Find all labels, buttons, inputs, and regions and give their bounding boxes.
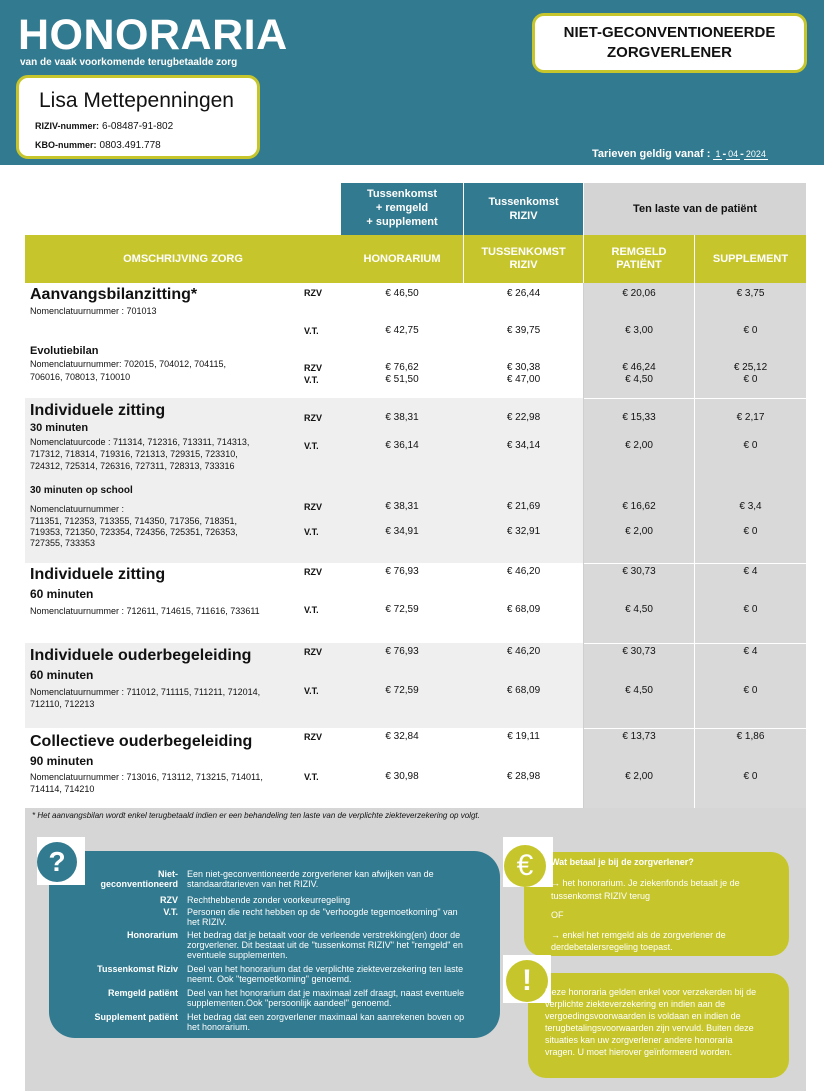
code-rzv: RZV — [304, 732, 322, 742]
nomenclature: Nomenclatuurcode : 711314, 712316, 713311, 714313, — [30, 437, 250, 447]
payment-text: tussenkomst RIZIV terug — [551, 891, 651, 901]
glossary-definition-text: eventuele supplementen. — [187, 950, 288, 960]
exclamation-icon: ! — [506, 960, 548, 1002]
riziv-number — [35, 121, 173, 132]
glossary-definition — [187, 988, 492, 1008]
nomenclature: 706016, 708013, 710010 — [30, 372, 131, 382]
cell-tussenkomst: € 46,20 — [506, 646, 541, 657]
cell-honorarium: € 76,62 — [385, 362, 419, 373]
glossary-definition-text: het RIZIV. — [187, 917, 227, 927]
glossary-term-text: geconventioneerd — [100, 879, 178, 889]
cell-supplement: € 0 — [743, 685, 758, 696]
cell-remgeld: € 2,00 — [625, 440, 653, 451]
payment-text: → het honorarium. Je ziekenfonds betaalt je de — [551, 878, 740, 888]
nomenclature: 719353, 721350, 723354, 724356, 725351, 726353, — [30, 527, 238, 537]
code-rzv: RZV — [304, 413, 322, 423]
validity-month: 04 — [728, 149, 739, 159]
subsection-title: Evolutiebilan — [30, 345, 99, 357]
cell-honorarium: € 76,93 — [385, 646, 419, 657]
kbo-number — [35, 140, 161, 151]
glossary-definition — [187, 964, 492, 984]
row-divider — [584, 398, 806, 399]
column-divider — [463, 183, 464, 283]
glossary-definition — [187, 907, 492, 927]
section-title: Collectieve ouderbegeleiding — [30, 733, 253, 750]
code-vt: V.T. — [304, 375, 319, 385]
column-header-omschrijving: OMSCHRIJVING ZORG — [123, 252, 243, 265]
cell-remgeld: € 46,24 — [622, 362, 656, 373]
duration: 30 minuten — [30, 422, 89, 434]
cell-remgeld: € 30,73 — [622, 646, 656, 657]
glossary-definition-text: Personen die recht hebben op de "verhoogde tegemoetkoming" van — [187, 907, 458, 917]
cell-remgeld: € 2,00 — [625, 526, 653, 537]
cell-tussenkomst: € 30,38 — [506, 362, 541, 373]
glossary-term: Remgeld patiënt — [107, 988, 178, 998]
cell-remgeld: € 15,33 — [622, 412, 656, 423]
cell-tussenkomst: € 28,98 — [506, 771, 541, 782]
cell-tussenkomst: € 21,69 — [506, 501, 541, 512]
glossary-definition-text: supplementen.Ook "persoonlijk aandeel" genoemd. — [187, 998, 392, 1008]
cell-supplement: € 1,86 — [736, 731, 765, 742]
code-rzv: RZV — [304, 502, 322, 512]
column-divider — [583, 183, 584, 283]
group-header-text: Tussenkomst — [366, 188, 438, 200]
cell-supplement: € 0 — [743, 771, 758, 782]
glossary-definition-text: het honorarium. — [187, 1022, 251, 1032]
row-divider — [584, 563, 806, 564]
cell-tussenkomst: € 19,11 — [507, 731, 540, 742]
cell-honorarium: € 36,14 — [385, 440, 419, 451]
question-icon: ? — [37, 842, 77, 882]
cell-supplement: € 4 — [743, 566, 758, 577]
cell-supplement: € 0 — [743, 604, 758, 615]
cell-supplement: € 0 — [743, 526, 758, 537]
payment-text: derdebetalersregeling toepast. — [551, 942, 673, 952]
cell-honorarium: € 72,59 — [385, 685, 419, 696]
group-header-text: RIZIV — [509, 210, 538, 222]
code-vt: V.T. — [304, 605, 319, 615]
brand-subtitle: van de vaak voorkomende terugbetaalde zorg — [20, 57, 238, 68]
group-header-text: + remgeld — [375, 202, 429, 214]
duration: 60 minuten — [30, 668, 94, 682]
payment-or: OF — [551, 910, 564, 920]
riziv-label: RIZIV-nummer: — [35, 121, 100, 131]
glossary-definition-text: Het bedrag dat een zorgverlener maximaal kan aanrekenen boven op — [187, 1012, 465, 1022]
cell-honorarium: € 30,98 — [385, 771, 419, 782]
cell-remgeld: € 20,06 — [622, 288, 656, 299]
validity-label: Tarieven geldig vanaf : — [592, 148, 711, 160]
column-header-honorarium: HONORARIUM — [363, 252, 441, 265]
glossary-definition-text: Het bedrag dat je betaalt voor de verleende verstrekking(en) door de — [187, 930, 461, 940]
cell-honorarium: € 72,59 — [385, 604, 419, 615]
code-vt: V.T. — [304, 441, 319, 451]
code-rzv: RZV — [304, 647, 322, 657]
cell-tussenkomst: € 68,09 — [506, 685, 541, 696]
glossary-definition — [187, 869, 492, 889]
group-header-tussenkomst — [464, 183, 583, 235]
glossary-definition — [187, 1012, 492, 1032]
glossary-definition-text: Deel van het honorarium dat je maximaal zelf draagt, naast eventuele — [187, 988, 465, 998]
column-header-supplement: SUPPLEMENT — [712, 252, 789, 265]
cell-supplement: € 0 — [743, 374, 758, 385]
column-header-tussenkomst — [464, 235, 583, 283]
code-vt: V.T. — [304, 326, 319, 336]
code-vt: V.T. — [304, 772, 319, 782]
notice-text: verplichte ziekteverzekering en indien aan de — [545, 999, 726, 1009]
cell-supplement: € 0 — [743, 440, 758, 451]
cell-supplement: € 3,4 — [739, 501, 762, 512]
cell-honorarium: € 46,50 — [385, 288, 419, 299]
cell-remgeld: € 2,00 — [625, 771, 653, 782]
glossary-term: Tussenkomst Riziv — [97, 964, 178, 974]
cell-honorarium: € 34,91 — [385, 526, 419, 537]
code-rzv: RZV — [304, 363, 322, 373]
nomenclature: Nomenclatuurnummer: 702015, 704012, 704115, — [30, 359, 226, 369]
column-header-text: PATIËNT — [616, 259, 662, 271]
notice-text: Deze honoraria gelden enkel voor verzekerden bij de — [545, 987, 757, 997]
column-header-text: TUSSENKOMST — [481, 246, 566, 258]
glossary-term: V.T. — [163, 907, 178, 917]
status-line-1: NIET-GECONVENTIONEERDE — [563, 24, 776, 41]
nomenclature: 727355, 733353 — [30, 538, 96, 548]
glossary-definition: Rechthebbende zonder voorkeurregeling — [187, 895, 351, 905]
section-title: Individuele zitting — [30, 566, 166, 583]
cell-tussenkomst: € 46,20 — [506, 566, 541, 577]
cell-supplement: € 0 — [743, 325, 758, 336]
subsection-title: 30 minuten op school — [30, 485, 133, 496]
cell-tussenkomst: € 47,00 — [506, 374, 541, 385]
nomenclature: 714114, 714210 — [30, 784, 95, 794]
cell-remgeld: € 4,50 — [625, 374, 653, 385]
section-title: Individuele zitting — [30, 402, 166, 419]
glossary-term-text: Niet- — [158, 869, 178, 879]
code-vt: V.T. — [304, 686, 319, 696]
nomenclature: 717312, 718314, 719316, 721313, 729315, 723310, — [30, 449, 238, 459]
section-title: Aanvangsbilanzitting* — [30, 286, 198, 303]
section-title: Individuele ouderbegeleiding — [30, 647, 252, 664]
status-line-2: ZORGVERLENER — [606, 44, 732, 61]
cell-honorarium: € 42,75 — [385, 325, 419, 336]
kbo-label: KBO-nummer: — [35, 140, 97, 150]
status-badge — [532, 13, 807, 73]
cell-tussenkomst: € 34,14 — [506, 440, 541, 451]
glossary-definition-text: zorgverlener. Dit bestaat uit de "tussenkomst RIZIV" het "remgeld" en — [187, 940, 463, 950]
cell-tussenkomst: € 26,44 — [506, 288, 541, 299]
cell-tussenkomst: € 32,91 — [506, 526, 541, 537]
cell-remgeld: € 30,73 — [622, 566, 656, 577]
payment-title: Wat betaal je bij de zorgverlener? — [551, 857, 694, 867]
code-rzv: RZV — [304, 567, 322, 577]
notice-text: vergoedingsvoorwaarden is voldaan en indien de — [545, 1011, 741, 1021]
validity-year: 2024 — [745, 149, 766, 159]
glossary-definition-text: Deel van het honorarium dat de verplichte ziekteverzekering ten laste — [187, 964, 464, 974]
nomenclature: Nomenclatuurnummer : 712611, 714615, 711616, 733611 — [30, 606, 260, 616]
cell-supplement: € 3,75 — [736, 288, 765, 299]
group-header-text: + supplement — [366, 216, 438, 228]
nomenclature: Nomenclatuurnummer : — [30, 504, 125, 514]
validity-day: 1 — [715, 149, 721, 159]
glossary-definition-text: neemt. Ook "tegemoetkoming" genoemd. — [187, 974, 352, 984]
column-header-text: RIZIV — [509, 259, 538, 271]
cell-tussenkomst: € 68,09 — [506, 604, 541, 615]
euro-icon: € — [504, 845, 546, 887]
footnote: * Het aanvangsbilan wordt enkel terugbetaald indien er een behandeling ten laste van de verplichte ziekteverzekering op volgt. — [32, 811, 480, 820]
cell-remgeld: € 4,50 — [625, 685, 653, 696]
riziv-value: 6-08487-91-802 — [102, 121, 174, 132]
cell-honorarium: € 38,31 — [385, 501, 419, 512]
glossary-term: Honorarium — [126, 930, 178, 940]
cell-remgeld: € 3,00 — [625, 325, 653, 336]
provider-card — [16, 75, 260, 159]
cell-supplement: € 2,17 — [736, 412, 765, 423]
nomenclature: Nomenclatuurnummer : 713016, 713112, 713215, 714011, — [30, 772, 263, 782]
column-header-remgeld — [584, 235, 694, 283]
glossary-definition-text: standaardtarieven van het RIZIV. — [187, 879, 319, 889]
cell-tussenkomst: € 22,98 — [506, 412, 541, 423]
provider-name: Lisa Mettepenningen — [39, 89, 234, 112]
cell-supplement: € 4 — [743, 646, 758, 657]
nomenclature: 712110, 712213 — [30, 699, 95, 709]
cell-tussenkomst: € 39,75 — [506, 325, 541, 336]
group-header-patient: Ten laste van de patiënt — [584, 183, 806, 235]
cell-honorarium: € 51,50 — [385, 374, 419, 385]
nomenclature: Nomenclatuurnummer : 711012, 711115, 711211, 712014, — [30, 687, 261, 697]
glossary-term: Supplement patiënt — [94, 1012, 178, 1022]
nomenclature: 724312, 725314, 726316, 727311, 728313, 733316 — [30, 461, 235, 471]
row-divider — [584, 643, 806, 644]
group-header-text: Tussenkomst — [488, 196, 559, 208]
row-divider — [584, 728, 806, 729]
header-banner — [0, 0, 824, 165]
code-rzv: RZV — [304, 288, 322, 298]
duration: 60 minuten — [30, 587, 94, 601]
cell-remgeld: € 4,50 — [625, 604, 653, 615]
code-vt: V.T. — [304, 527, 319, 537]
notice-text: terugbetalingsvoorwaarden zijn vervuld. Buiten deze — [545, 1023, 754, 1033]
cell-remgeld: € 13,73 — [622, 731, 656, 742]
column-divider — [694, 235, 695, 283]
notice-text: situaties kan uw zorgverlener andere honoraria — [545, 1035, 733, 1045]
duration: 90 minuten — [30, 754, 94, 768]
cell-honorarium: € 32,84 — [385, 731, 419, 742]
notice-text: vragen. U moet hierover geïnformeerd worden. — [545, 1047, 733, 1057]
brand-title: HONORARIA — [18, 11, 288, 59]
cell-remgeld: € 16,62 — [622, 501, 656, 512]
cell-honorarium: € 38,31 — [385, 412, 419, 423]
column-header-text: REMGELD — [611, 246, 667, 258]
nomenclature: Nomenclatuurnummer : 701013 — [30, 306, 157, 316]
glossary-term: RZV — [160, 895, 178, 905]
group-header-honorarium — [341, 183, 463, 235]
glossary-definition — [187, 930, 492, 960]
glossary-definition-text: Een niet-geconventioneerde zorgverlener kan afwijken van de — [187, 869, 434, 879]
glossary-term — [50, 869, 178, 889]
kbo-value: 0803.491.778 — [99, 140, 161, 151]
validity-date: Tarieven geldig vanaf : 1 - 04 - 2024 — [592, 148, 766, 160]
payment-text: → enkel het remgeld als de zorgverlener de — [551, 930, 726, 940]
nomenclature: 711351, 712353, 713355, 714350, 717356, 718351, — [30, 516, 238, 526]
cell-supplement: € 25,12 — [733, 362, 768, 373]
cell-honorarium: € 76,93 — [385, 566, 419, 577]
